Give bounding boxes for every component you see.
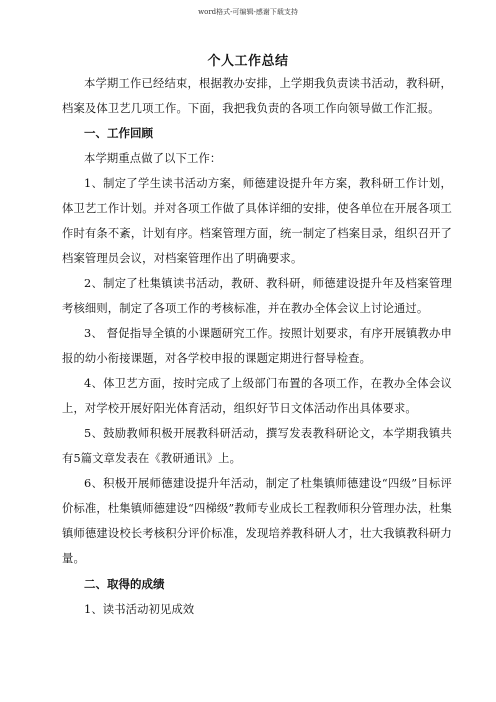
intro-paragraph: 本学期工作已经结束，根据教办安排，上学期我负责读书活动，教科研，档案及体卫艺几项工作。下面，我把我负责的各项工作向领导做工作汇报。	[62, 77, 452, 115]
section-heading-review: 一、工作回顾	[84, 126, 153, 140]
section-lead: 本学期重点做了以下工作：	[84, 152, 222, 165]
list-item-4: 4、体卫艺方面，按时完成了上级部门布置的各项工作，在教办全体会议上，对学校开展好阳光体育活动，组织好节日文体活动作出具体要求。	[62, 377, 452, 415]
achievement-item-1: 1、读书活动初见成效	[84, 603, 195, 616]
list-item-5: 5、鼓励教师积极开展教科研活动，撰写发表教科研论文，本学期我镇共有5篇文章发表在《教研通讯》上。	[62, 427, 452, 465]
list-item-2: 2、制定了杜集镇读书活动，教研、教科研，师德建设提升年及档案管理考核细则，制定了各项工作的考核标准，并在教办全体会议上讨论通过。	[62, 277, 452, 315]
page-title: 个人工作总结	[207, 54, 289, 69]
list-item-6: 6、积极开展师德建设提升年活动，制定了杜集镇师德建设“四级”目标评价标准，杜集镇师德建设“四梯级”教师专业成长工程教师积分管理办法，杜集镇师德建设校长考核积分评价标准，发现培养教科研人才，壮大我镇教科研力量。	[62, 477, 452, 565]
list-item-3: 3、 督促指导全镇的小课题研究工作。按照计划要求，有序开展镇教办申报的幼小衔接课题，对各学校申报的课题定期进行督导检查。	[62, 327, 452, 365]
section-heading-achievements: 二、取得的成绩	[84, 577, 165, 591]
page-header-note: word格式-可编辑-感谢下载支持	[198, 8, 298, 16]
list-item-1: 1、制定了学生读书活动方案，师德建设提升年方案，教科研工作计划，体卫艺工作计划。并对各项工作做了具体详细的安排，使各单位在开展各项工作时有条不紊，计划有序。档案管理方面，统一制定了档案目录，组织召开了档案管理员会议，对档案管理作出了明确要求。	[62, 177, 452, 265]
